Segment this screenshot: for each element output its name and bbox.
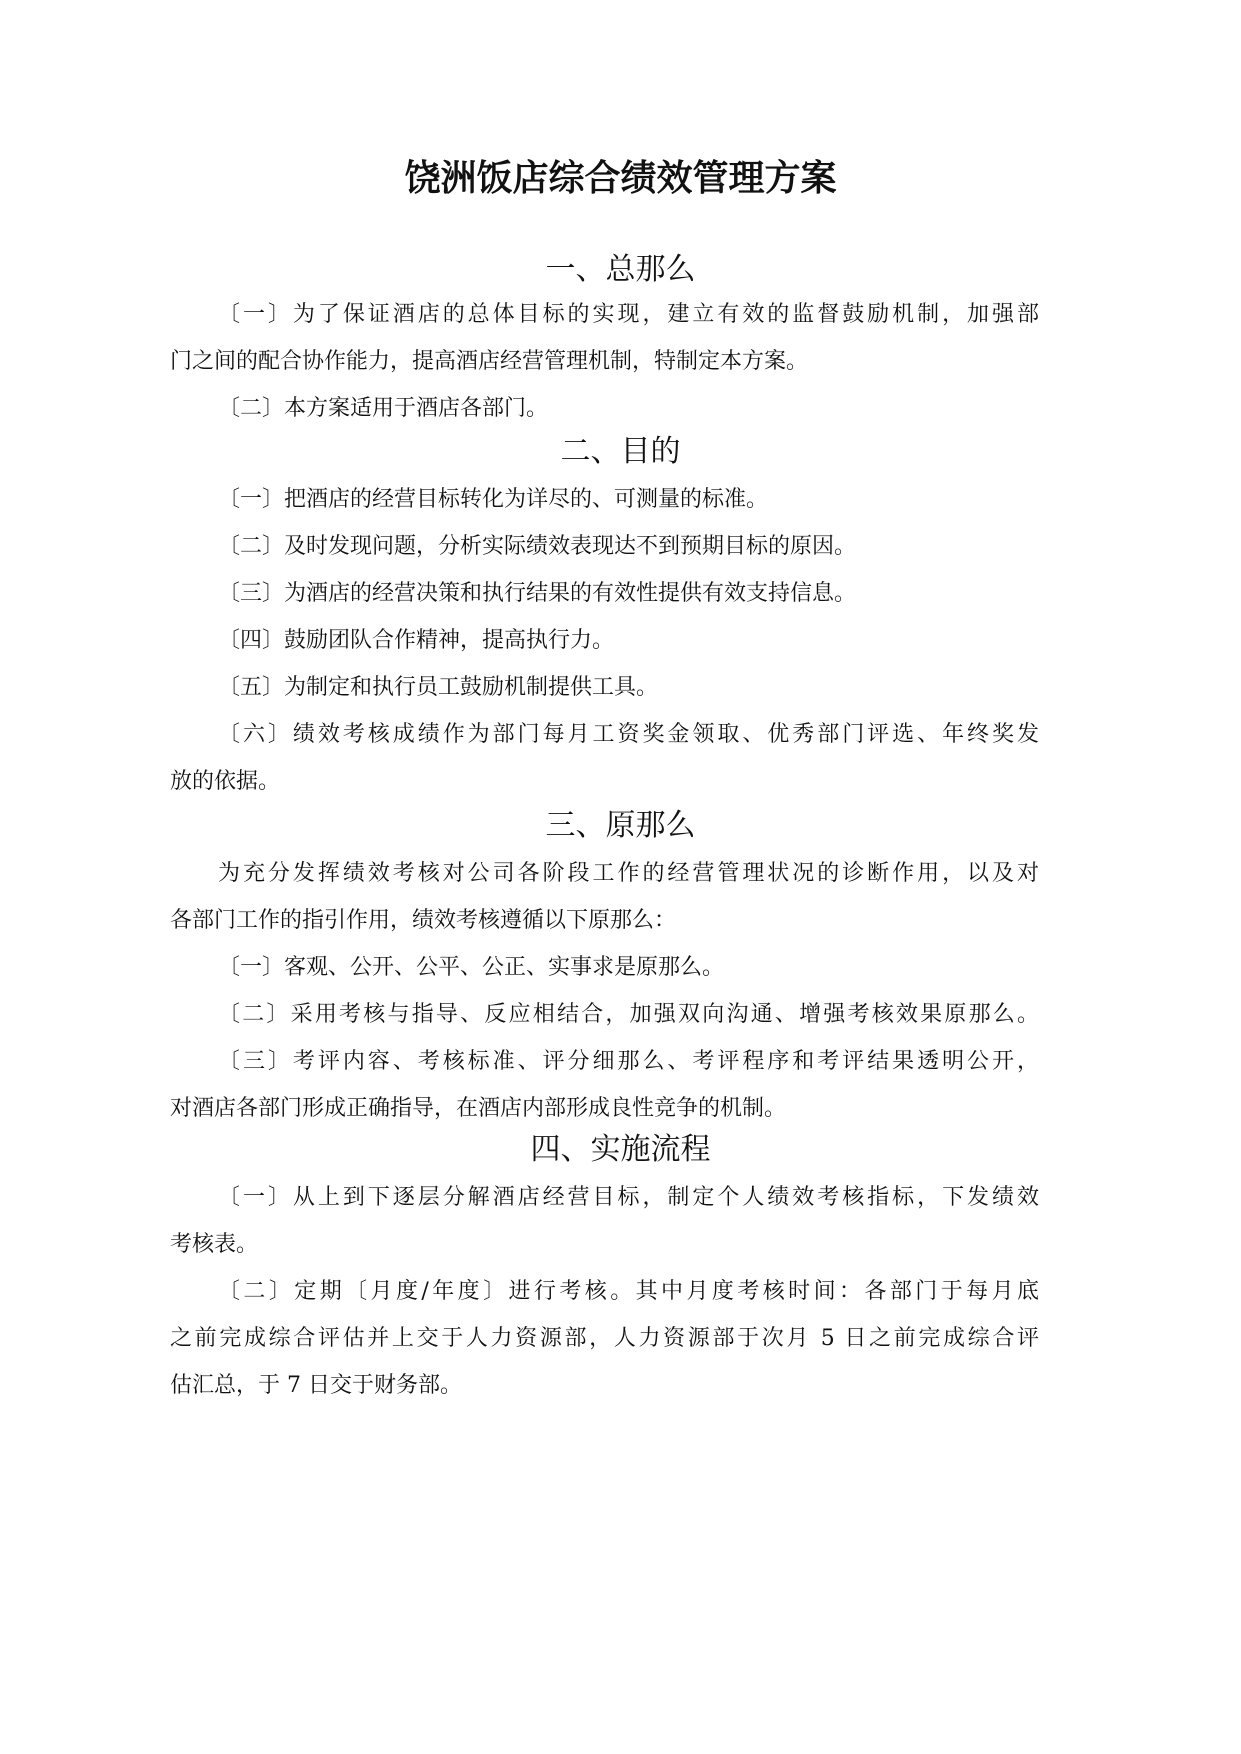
paragraph-line: 〔三〕为酒店的经营决策和执行结果的有效性提供有效支持信息。: [218, 581, 857, 606]
section-heading: 一、总那么: [545, 252, 696, 287]
paragraph-line: 对酒店各部门形成正确指导，在酒店内部形成良性竞争的机制。: [170, 1096, 787, 1121]
paragraph-line: 考核表。: [170, 1232, 259, 1257]
paragraph-line: 门之间的配合协作能力，提高酒店经营管理机制，特制定本方案。: [170, 349, 809, 374]
paragraph-line: 〔一〕客观、公开、公平、公正、实事求是原那么。: [218, 955, 725, 980]
paragraph-line: 〔一〕从上到下逐层分解酒店经营目标，制定个人绩效考核指标，下发绩效: [218, 1185, 1039, 1210]
paragraph-line: 〔四〕鼓励团队合作精神，提高执行力。: [218, 628, 615, 653]
paragraph-line: 之前完成综合评估并上交于人力资源部，人力资源部于次月 5 日之前完成综合评: [170, 1326, 1039, 1351]
paragraph-line: 放的依据。: [170, 769, 281, 794]
paragraph-line: 〔二〕本方案适用于酒店各部门。: [218, 396, 549, 421]
section-heading: 四、实施流程: [530, 1132, 711, 1167]
paragraph-line: 〔二〕采用考核与指导、反应相结合，加强双向沟通、增强考核效果原那么。: [218, 1002, 1039, 1027]
paragraph-line: 〔二〕及时发现问题，分析实际绩效表现达不到预期目标的原因。: [218, 534, 857, 559]
paragraph-line: 〔二〕定期〔月度/年度〕进行考核。其中月度考核时间：各部门于每月底: [218, 1279, 1039, 1304]
paragraph-line: 〔一〕为了保证酒店的总体目标的实现，建立有效的监督鼓励机制，加强部: [218, 302, 1039, 327]
paragraph-line: 为充分发挥绩效考核对公司各阶段工作的经营管理状况的诊断作用，以及对: [218, 861, 1039, 886]
paragraph-line: 估汇总，于 7 日交于财务部。: [170, 1373, 462, 1398]
paragraph-line: 〔六〕绩效考核成绩作为部门每月工资奖金领取、优秀部门评选、年终奖发: [218, 722, 1039, 747]
section-heading: 二、目的: [560, 434, 681, 469]
paragraph-line: 〔一〕把酒店的经营目标转化为详尽的、可测量的标准。: [218, 487, 769, 512]
paragraph-line: 〔五〕为制定和执行员工鼓励机制提供工具。: [218, 675, 659, 700]
paragraph-line: 〔三〕考评内容、考核标准、评分细那么、考评程序和考评结果透明公开，: [218, 1049, 1039, 1074]
paragraph-line: 各部门工作的指引作用，绩效考核遵循以下原那么：: [170, 908, 677, 933]
document-title: 饶洲饭店综合绩效管理方案: [404, 158, 837, 199]
section-heading: 三、原那么: [545, 808, 696, 843]
